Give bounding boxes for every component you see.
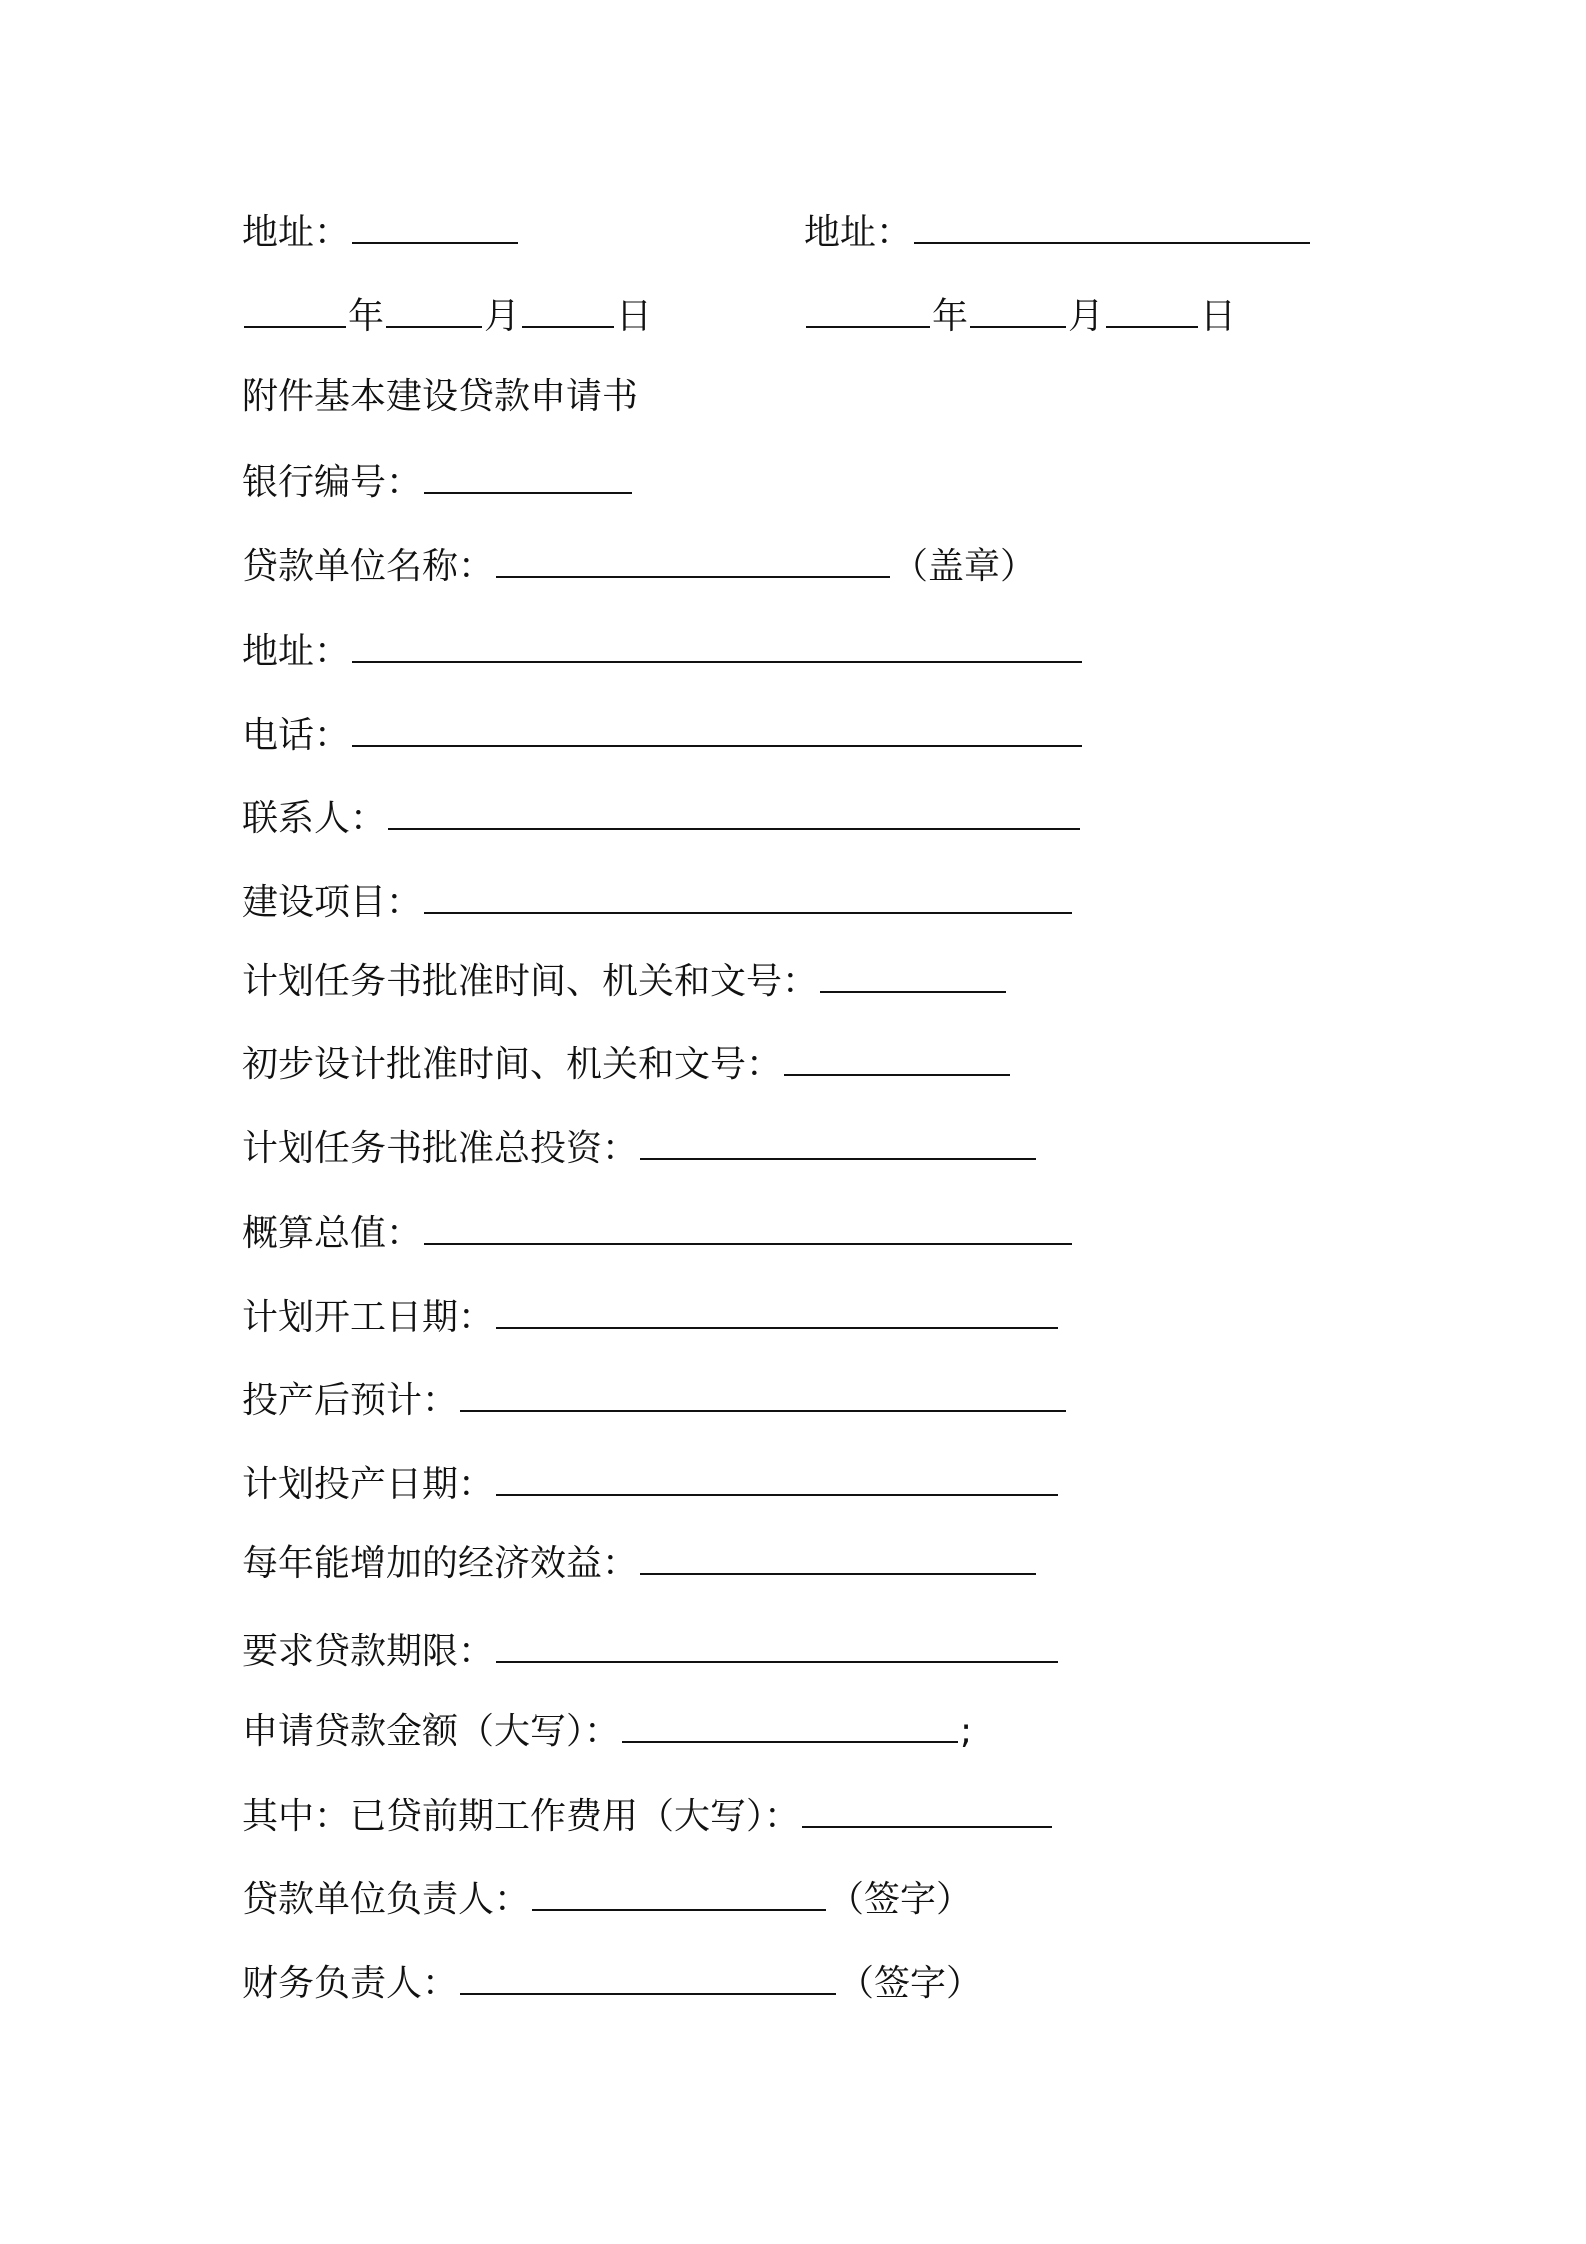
field-plan-investment [242, 1122, 1038, 1173]
field-label: 财务负责人： [242, 1963, 459, 2004]
right-address-blank[interactable] [914, 206, 1310, 244]
field-start-date [242, 1291, 1060, 1342]
field-blank[interactable] [622, 1705, 958, 1743]
field-label: 联系人： [242, 798, 387, 839]
field-blank[interactable] [496, 1625, 1058, 1663]
field-project [242, 876, 1074, 927]
left-address-line [242, 206, 520, 257]
field-blank[interactable] [532, 1873, 826, 1911]
right-date-line [804, 290, 1236, 341]
field-blank[interactable] [496, 1291, 1058, 1329]
field-label: 概算总值： [242, 1213, 423, 1254]
field-prior-fees [242, 1790, 1054, 1841]
right-address-label: 地址： [804, 212, 913, 253]
left-address-label: 地址： [242, 212, 351, 253]
left-day-blank[interactable] [522, 290, 614, 328]
field-production-date [242, 1458, 1060, 1509]
field-blank[interactable] [352, 709, 1082, 747]
field-contact [242, 792, 1082, 843]
field-blank[interactable] [424, 456, 632, 494]
field-finance-head [242, 1957, 982, 2008]
field-blank[interactable] [640, 1537, 1036, 1575]
right-year-label: 年 [932, 296, 969, 337]
signature-note: （签字） [838, 1963, 983, 2004]
left-year-blank[interactable] [244, 290, 346, 328]
field-borrower-name [242, 540, 1036, 591]
field-phone [242, 709, 1084, 760]
field-label: 贷款单位名称： [242, 546, 495, 587]
left-date-line [242, 290, 652, 341]
field-plan-approval [242, 955, 1008, 1006]
field-label: 要求贷款期限： [242, 1631, 495, 1672]
left-address-blank[interactable] [352, 206, 518, 244]
field-label: 计划任务书批准时间、机关和文号： [242, 961, 819, 1002]
field-budget-total [242, 1207, 1074, 1258]
field-blank[interactable] [424, 876, 1072, 914]
left-year-label: 年 [348, 296, 385, 337]
field-label: 计划投产日期： [242, 1464, 495, 1505]
field-blank[interactable] [424, 1207, 1072, 1245]
field-loan-amount [242, 1705, 972, 1756]
field-blank[interactable] [352, 625, 1082, 663]
field-post-production-estimate [242, 1374, 1068, 1425]
field-blank[interactable] [460, 1374, 1066, 1412]
right-day-blank[interactable] [1106, 290, 1198, 328]
field-label: 申请贷款金额（大写）： [242, 1711, 621, 1752]
field-label: 其中：已贷前期工作费用（大写）： [242, 1796, 801, 1837]
field-bank-number [242, 456, 634, 507]
right-month-blank[interactable] [970, 290, 1066, 328]
field-blank[interactable] [784, 1038, 1010, 1076]
right-year-blank[interactable] [806, 290, 930, 328]
field-label: 电话： [242, 715, 351, 756]
field-label: 银行编号： [242, 462, 423, 503]
field-label: 每年能增加的经济效益： [242, 1543, 639, 1584]
field-label: 投产后预计： [242, 1380, 459, 1421]
right-address-line [804, 206, 1312, 257]
field-blank[interactable] [460, 1957, 836, 1995]
right-day-label: 日 [1200, 296, 1237, 337]
field-blank[interactable] [820, 955, 1006, 993]
field-label: 计划任务书批准总投资： [242, 1128, 639, 1169]
field-suffix: ; [960, 1711, 973, 1752]
right-month-label: 月 [1068, 296, 1105, 337]
field-blank[interactable] [640, 1122, 1036, 1160]
field-blank[interactable] [496, 1458, 1058, 1496]
field-blank[interactable] [496, 540, 890, 578]
field-label: 初步设计批准时间、机关和文号： [242, 1044, 783, 1085]
field-economic-benefit [242, 1537, 1038, 1588]
left-month-blank[interactable] [386, 290, 482, 328]
field-label: 建设项目： [242, 882, 423, 923]
field-label: 地址： [242, 631, 351, 672]
field-blank[interactable] [388, 792, 1080, 830]
left-day-label: 日 [616, 296, 653, 337]
seal-note: （盖章） [892, 546, 1037, 587]
left-month-label: 月 [484, 296, 521, 337]
field-blank[interactable] [802, 1790, 1052, 1828]
field-borrower-head [242, 1873, 972, 1924]
field-address [242, 625, 1084, 676]
attachment-title: 附件基本建设贷款申请书 [242, 376, 639, 417]
signature-note: （签字） [828, 1879, 973, 1920]
field-loan-term [242, 1625, 1060, 1676]
field-design-approval [242, 1038, 1012, 1089]
field-label: 计划开工日期： [242, 1297, 495, 1338]
field-label: 贷款单位负责人： [242, 1879, 531, 1920]
